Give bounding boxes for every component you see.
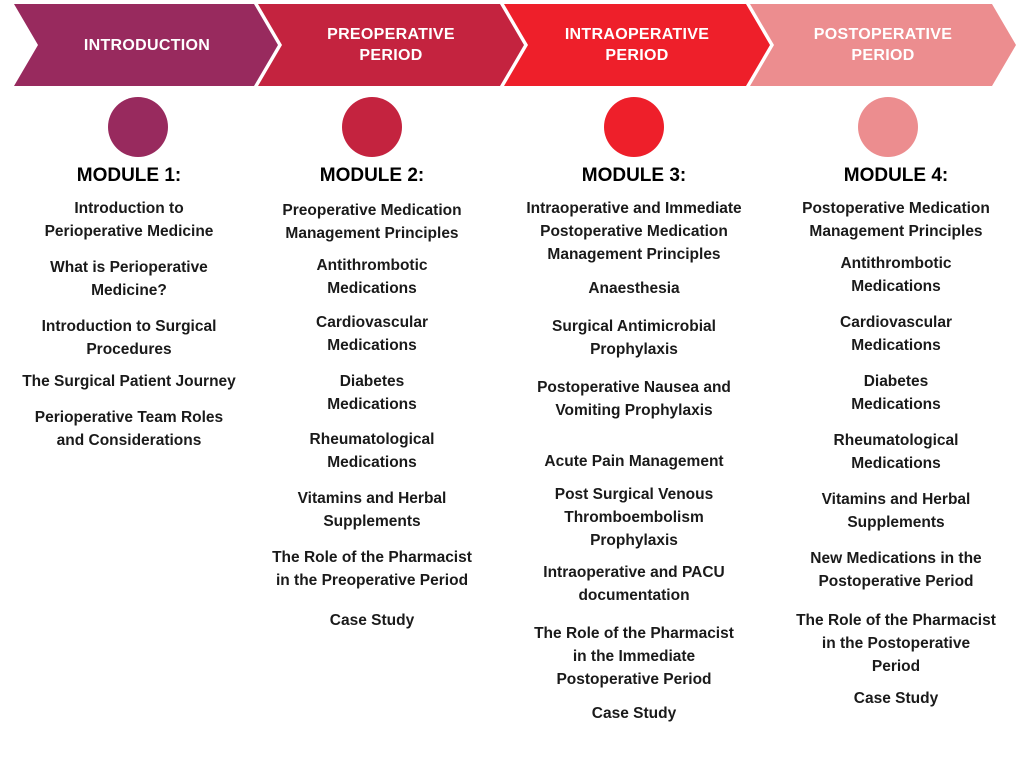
stage-dot-preoperative	[342, 97, 402, 157]
module-2-topic: Rheumatological Medications	[309, 431, 435, 471]
stage-label-preoperative: PREOPERATIVE PERIOD	[327, 26, 455, 64]
stage-dot-intraoperative	[604, 97, 664, 157]
stage-label-postoperative: POSTOPERATIVE PERIOD	[813, 26, 953, 64]
module-3-topic: Acute Pain Management	[544, 453, 724, 470]
module-4-topic: New Medications in the Postoperative Period	[810, 550, 982, 590]
stage-dot-introduction	[108, 97, 168, 157]
stage-label-intraoperative: INTRAOPERATIVE PERIOD	[564, 26, 710, 64]
module-1-title: MODULE 1:	[76, 165, 182, 186]
module-1-topic: What is Perioperative Medicine?	[50, 259, 208, 299]
module-2-topic: Vitamins and Herbal Supplements	[297, 490, 447, 530]
module-2-topic: Cardiovascular Medications	[316, 314, 428, 354]
module-2-topic: Case Study	[329, 612, 415, 629]
module-2-topic: The Role of the Pharmacist in the Preoperative Period	[272, 549, 472, 589]
module-3-topic: Intraoperative and PACU documentation	[543, 564, 725, 604]
module-1-topic: Introduction to Surgical Procedures	[41, 318, 217, 358]
module-3-topic: Postoperative Nausea and Vomiting Prophylaxis	[537, 379, 731, 419]
module-3-topic: Anaesthesia	[588, 280, 680, 297]
module-2-topic: Preoperative Medication Management Principles	[282, 202, 462, 242]
module-4-topic: The Role of the Pharmacist in the Postoperative Period	[796, 612, 996, 675]
module-3-title: MODULE 3:	[581, 165, 687, 186]
module-4-topic: Postoperative Medication Management Principles	[802, 200, 990, 240]
module-4-topic: Vitamins and Herbal Supplements	[821, 491, 971, 531]
module-3-topic: Surgical Antimicrobial Prophylaxis	[552, 318, 716, 358]
module-4-title: MODULE 4:	[843, 165, 949, 186]
module-1-topic: Perioperative Team Roles and Considerations	[34, 409, 224, 449]
module-4-topic: Antithrombotic Medications	[840, 255, 952, 295]
module-4-topic: Diabetes Medications	[851, 373, 941, 413]
module-1-topic: The Surgical Patient Journey	[22, 373, 236, 390]
module-3-topic: Case Study	[591, 705, 677, 722]
stage-dot-postoperative	[858, 97, 918, 157]
module-2-title: MODULE 2:	[319, 165, 425, 186]
module-2-topic: Antithrombotic Medications	[316, 257, 428, 297]
module-4-topic: Rheumatological Medications	[833, 432, 959, 472]
module-3-topic: Post Surgical Venous Thromboembolism Prophylaxis	[554, 486, 714, 549]
module-4-topic: Case Study	[853, 690, 939, 707]
stage-label-introduction: INTRODUCTION	[83, 36, 211, 54]
module-1-topic: Introduction to Perioperative Medicine	[44, 200, 214, 240]
module-2-topic: Diabetes Medications	[327, 373, 417, 413]
module-3-topic: The Role of the Pharmacist in the Immediate Postoperative Period	[534, 625, 734, 688]
module-3-topic: Intraoperative and Immediate Postoperative Medication Management Principles	[526, 200, 742, 263]
module-4-topic: Cardiovascular Medications	[840, 314, 952, 354]
